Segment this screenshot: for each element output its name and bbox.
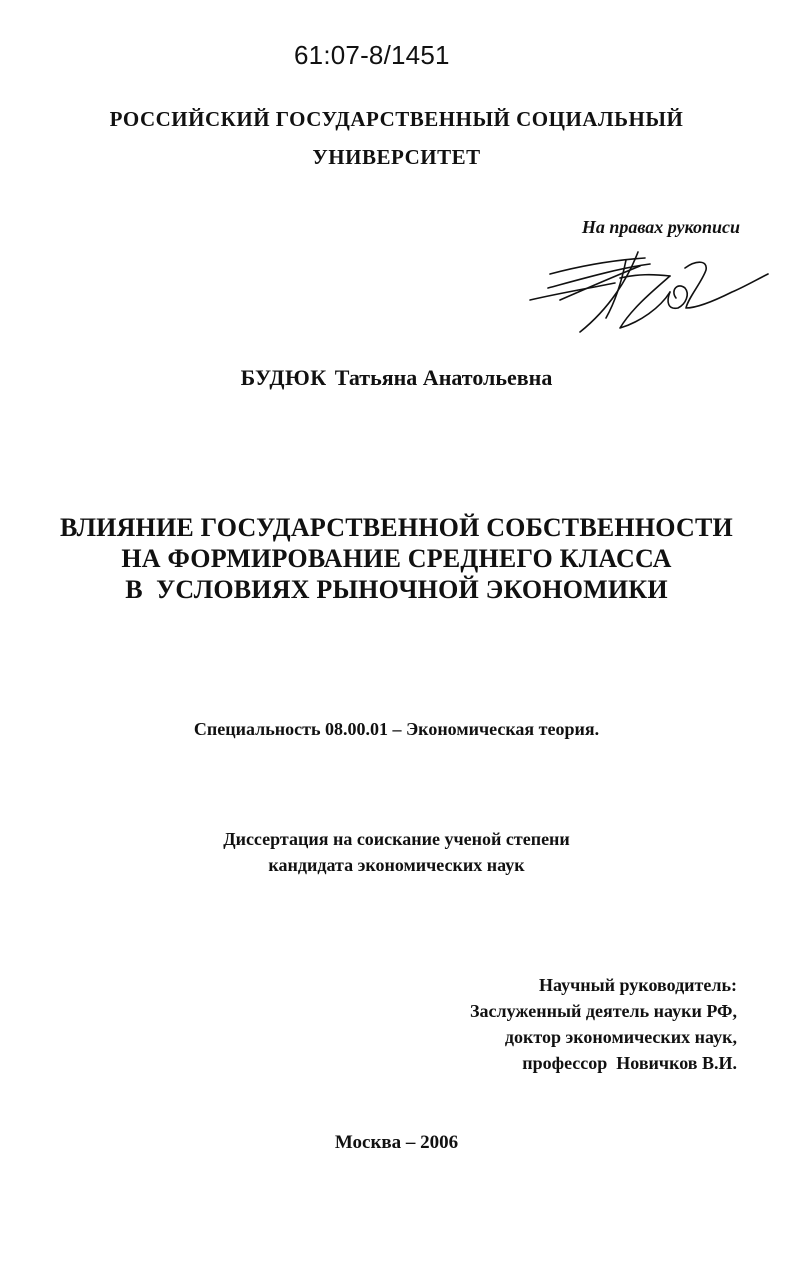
- author-name: [0, 364, 793, 392]
- dissertation-title-line1: ВЛИЯНИЕ ГОСУДАРСТВЕННОЙ СОБСТВЕННОСТИ: [60, 513, 733, 542]
- degree-line1: Диссертация на соискание ученой степени: [223, 829, 570, 849]
- rights-note: На правах рукописи: [581, 217, 740, 237]
- author-given-names: Татьяна Анатольевна: [334, 365, 553, 390]
- dissertation-title-line2: НА ФОРМИРОВАНИЕ СРЕДНЕГО КЛАССА: [121, 544, 672, 573]
- university-name-line2: УНИВЕРСИТЕТ: [312, 145, 481, 169]
- author-surname: БУДЮК: [240, 365, 327, 390]
- advisor-name: профессор Новичков В.И.: [522, 1053, 737, 1073]
- city-year: Москва – 2006: [334, 1132, 459, 1153]
- signature-icon: [520, 238, 770, 338]
- advisor-heading: Научный руководитель:: [539, 975, 737, 995]
- specialty: Специальность 08.00.01 – Экономическая теория.: [193, 719, 600, 739]
- degree-line2: кандидата экономических наук: [268, 855, 525, 875]
- advisor-title: Заслуженный деятель науки РФ,: [470, 1001, 737, 1021]
- advisor-degree: доктор экономических наук,: [504, 1027, 737, 1047]
- university-name-line1: РОССИЙСКИЙ ГОСУДАРСТВЕННЫЙ СОЦИАЛЬНЫЙ: [109, 107, 684, 131]
- stamp-number: 61:07-8/1451: [294, 40, 450, 70]
- dissertation-title-line3: В УСЛОВИЯХ РЫНОЧНОЙ ЭКОНОМИКИ: [125, 575, 668, 604]
